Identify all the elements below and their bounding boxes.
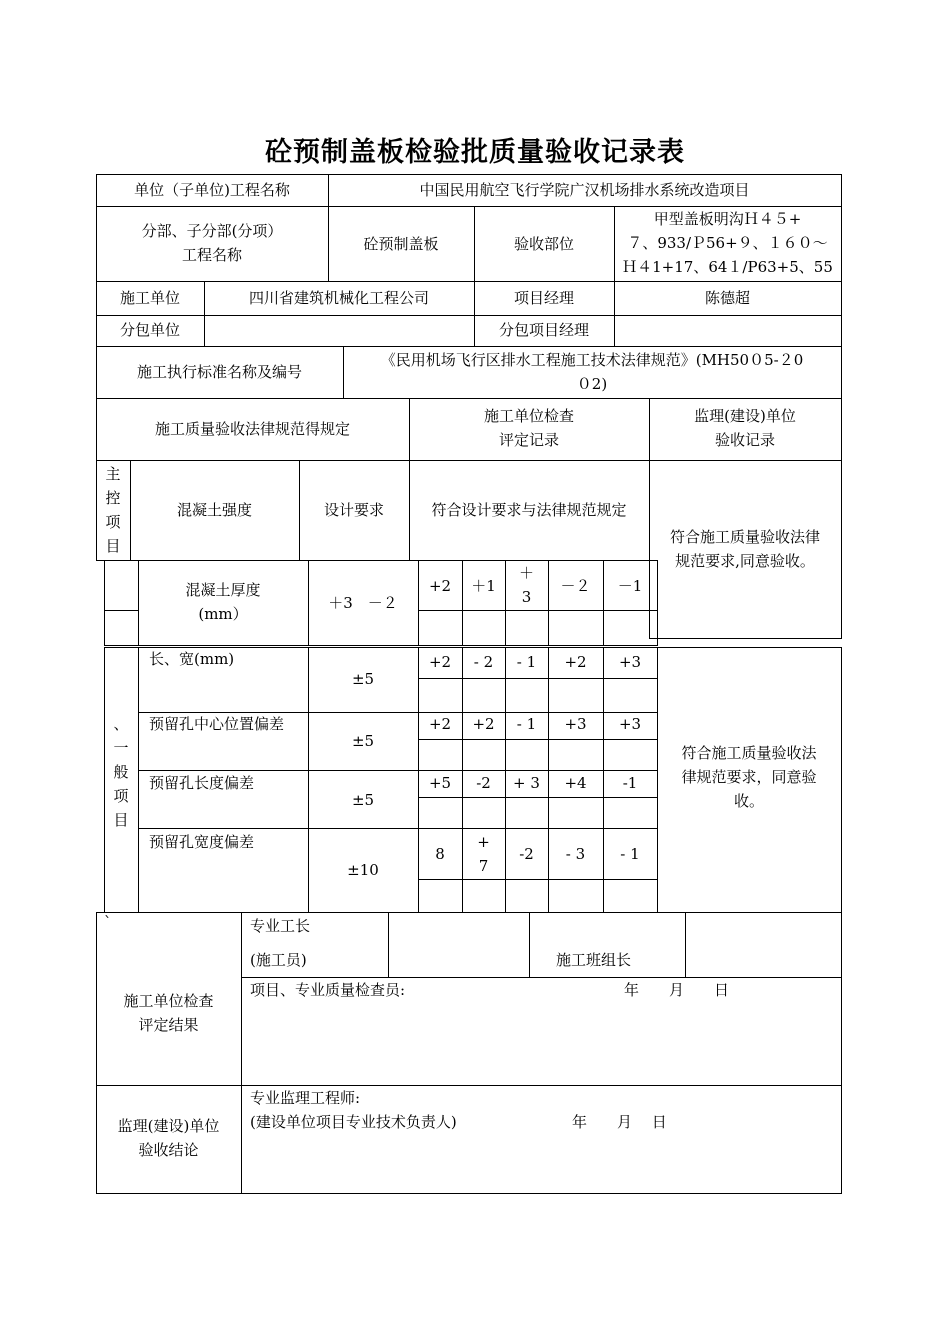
spec-column-header: 施工质量验收法律规范得规定 xyxy=(154,420,350,438)
supervisor-conclusion-label: 监理(建设)单位 验收结论 xyxy=(117,1117,220,1159)
general-item-value: + 3 xyxy=(513,774,540,792)
acceptance-part-label: 验收部位 xyxy=(513,235,574,253)
supervisor-column-header: 监理(建设)单位 验收记录 xyxy=(694,407,796,449)
thickness-value: ＋1 xyxy=(471,577,496,595)
owner-technical-lead-label: (建设单位项目专业技术负责人) xyxy=(250,1113,457,1131)
general-item-value: +5 xyxy=(428,774,452,792)
project-manager-value: 陈德超 xyxy=(704,289,750,307)
thickness-value: +2 xyxy=(428,577,452,595)
general-item-value: - 1 xyxy=(516,653,537,671)
thickness-value: －1 xyxy=(617,577,643,595)
main-control-supervisor-result: 符合施工质量验收法律 规范要求,同意验收。 xyxy=(669,528,820,570)
team-leader-label: 施工班组长 xyxy=(556,951,632,969)
general-item-value: 8 xyxy=(435,845,445,863)
standard-label: 施工执行标准名称及编号 xyxy=(136,363,302,381)
general-supervisor-result: 符合施工质量验收法 律规范要求，同意验 收。 xyxy=(681,744,817,810)
general-item-name: 预留孔中心位置偏差 xyxy=(149,715,285,733)
general-item-value: - 2 xyxy=(473,653,494,671)
project-manager-label: 项目经理 xyxy=(513,289,574,307)
supervisor-date: 年 月 日 xyxy=(572,1113,667,1131)
general-item-value: - 3 xyxy=(565,845,586,863)
quality-inspector-label: 项目、专业质量检查员: xyxy=(250,981,406,999)
subcontractor-label: 分包单位 xyxy=(119,321,180,339)
check-date: 年 月 日 xyxy=(624,981,730,999)
supervising-engineer-label: 专业监理工程师: xyxy=(250,1089,361,1107)
concrete-strength-item: 混凝土强度 xyxy=(176,501,252,519)
thickness-value: ＋ 3 xyxy=(518,564,534,606)
thickness-tolerance: ＋3 －２ xyxy=(328,594,398,612)
construction-unit-label: 施工单位 xyxy=(119,289,180,307)
general-item-tolerance: ±5 xyxy=(351,670,375,688)
unit-name-value: 中国民用航空飞行学院广汉机场排水系统改造项目 xyxy=(419,181,750,199)
stray-mark: ` xyxy=(104,913,112,931)
general-item-tolerance: ±5 xyxy=(351,791,375,809)
acceptance-part-value: 甲型盖板明沟Ｈ４５+ ７、933/Ｐ56+９、１６０～ Ｈ４1+17、64１/P63+5、55 xyxy=(622,210,833,276)
check-column-header: 施工单位检查 评定记录 xyxy=(483,407,574,449)
subdivision-label: 分部、子分部(分项） 工程名称 xyxy=(141,222,283,264)
general-items-label: 、 一 般 项 目 xyxy=(113,715,129,829)
general-item-value: - 1 xyxy=(516,715,537,733)
general-item-value: +2 xyxy=(472,715,495,733)
general-item-value: -1 xyxy=(622,774,638,792)
worker-label: (施工员) xyxy=(250,951,307,969)
general-item-value: +3 xyxy=(618,715,642,733)
standard-value: 《民用机场飞行区排水工程施工技术法律规范》(MH50０5-２0 ０2) xyxy=(380,351,804,393)
construction-unit-value: 四川省建筑机械化工程公司 xyxy=(248,289,429,307)
sub-project-manager-label: 分包项目经理 xyxy=(498,321,589,339)
general-item-value: -2 xyxy=(519,845,534,863)
general-item-value: +3 xyxy=(618,653,642,671)
general-item-name: 预留孔长度偏差 xyxy=(149,774,255,792)
unit-name-label: 单位（子单位)工程名称 xyxy=(134,181,290,199)
general-item-name: 长、宽(mm) xyxy=(149,650,235,668)
subdivision-value: 砼预制盖板 xyxy=(363,235,439,253)
main-control-label: 主 控 项 目 xyxy=(105,465,121,555)
general-item-tolerance: ±5 xyxy=(351,732,375,750)
general-item-tolerance: ±10 xyxy=(347,861,379,879)
general-item-value: +3 xyxy=(564,715,587,733)
thickness-value: －２ xyxy=(560,577,591,595)
design-requirement: 设计要求 xyxy=(323,501,384,519)
general-item-value: +2 xyxy=(428,653,452,671)
foreman-label: 专业工长 xyxy=(250,917,311,935)
general-item-name: 预留孔宽度偏差 xyxy=(149,833,255,851)
general-item-value: - 1 xyxy=(620,845,640,863)
general-item-value: +4 xyxy=(564,774,587,792)
general-item-value: + 7 xyxy=(477,833,490,875)
general-item-value: +2 xyxy=(428,715,452,733)
strength-check-result: 符合设计要求与法律规范规定 xyxy=(431,501,627,519)
general-item-value: -2 xyxy=(476,774,491,792)
page-title: 砼预制盖板检验批质量验收记录表 xyxy=(265,137,685,168)
thickness-item: 混凝土厚度 (mm） xyxy=(185,581,261,623)
general-item-value: +2 xyxy=(564,653,587,671)
check-result-label: 施工单位检查 评定结果 xyxy=(123,992,214,1034)
